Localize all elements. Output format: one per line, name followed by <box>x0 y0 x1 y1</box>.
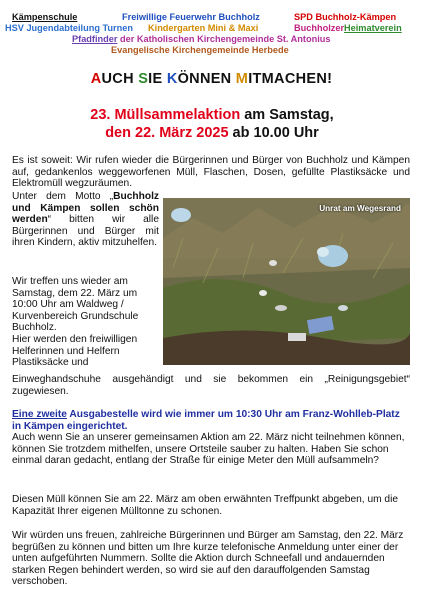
event-time: ab 10.00 Uhr <box>228 125 319 141</box>
second-station-underlined: Eine zweite <box>12 409 67 420</box>
second-station-rest: Ausgabestelle wird wie immer um 10:30 Uhr am Franz-Wohlleb-Platz in Kämpen eingerichtet. <box>12 409 400 432</box>
event-title: 23. Müllsammelaktion <box>90 107 241 123</box>
org-buchholzer: Buchholzer <box>294 23 345 33</box>
drop-off-paragraph: Diesen Müll können Sie am 22. März am oben erwähnten Treffpunkt abgeben, um die Kapazität Ihrer eigenen Mülltonne zu schonen. <box>12 494 399 517</box>
photo-caption: Unrat am Wegesrand <box>319 204 401 213</box>
motto-part: S <box>138 71 149 87</box>
org-kaempenschule: Kämpenschule <box>12 12 78 22</box>
motto-part: M <box>235 71 249 87</box>
org-feuerwehr: Freiwillige Feuerwehr Buchholz <box>122 12 260 22</box>
motto-part: ITMACHEN! <box>248 71 333 87</box>
motto-headline <box>0 71 424 89</box>
org-pfadfinder-rest: der Katholischen Kirchengemeinde St. Antonius <box>117 34 331 44</box>
litter-photo <box>163 198 410 365</box>
motto-part: A <box>90 71 102 87</box>
second-station-paragraph <box>12 409 410 432</box>
event-headline-line2 <box>0 124 424 142</box>
meeting-paragraph: Wir treffen uns wieder am Samstag, dem 22. März um 10:00 Uhr am Waldweg / Kurvenbereich Grundschule Buchholz. <box>12 276 139 334</box>
intro-paragraph: Es ist soweit: Wir rufen wieder die Bürgerinnen und Bürger von Buchholz und Kämpen auf, gedankenlos weggeworfenen Müll, Flaschen, Dosen, gefüllte Plastiksäcke und Elektromüll wegzuräumen. <box>12 155 410 190</box>
motto-suffix: “ bitten wir alle Bürgerinnen und Bürger mit ihren Kindern, aktiv mitzuhelfen. <box>12 214 159 249</box>
closing-paragraph: Wir würden uns freuen, zahlreiche Bürgerinnen und Bürger am Samstag, den 22. März begrüßen zu können und bitten um Ihre kurze telefonische Anmeldung unter einer der unten aufgeführten Nummern. Sollte die Aktion durch Schneefall und andauernden starken Regen behindert werden, so wird sie auf den darauffolgenden Samstag verschoben. <box>12 530 404 588</box>
motto-part: UCH <box>101 71 139 87</box>
org-spd: SPD Buchholz-Kämpen <box>294 12 397 22</box>
cannot-attend-paragraph: Auch wenn Sie an unserer gemeinsamen Aktion am 22. März nicht teilnehmen können, können Sie trotzdem mithelfen, unsere Ortsteile sauber zu halten. Haben Sie schon einmal daran gedacht, entlang der Straße für einige Meter den Müll aufsammeln? <box>12 432 405 467</box>
org-hsv: HSV Jugendabteilung Turnen <box>5 23 133 33</box>
org-pfadfinder-line <box>72 34 330 45</box>
helper-paragraph-end: Einweghandschuhe ausgehändigt und sie bekommen ein „Reinigungsgebiet“ zugewiesen. <box>12 374 410 397</box>
motto-part: ÖNNEN <box>177 71 236 87</box>
org-kindergarten: Kindergarten Mini & Maxi <box>148 23 259 33</box>
org-heimatverein: Heimatverein <box>344 23 402 33</box>
motto-prefix: Unter dem Motto „ <box>12 191 114 202</box>
motto-part: IE <box>148 71 167 87</box>
motto-part: K <box>166 71 178 87</box>
motto-bold: Buchholz und Kämpen sollen schön werden <box>12 191 159 226</box>
org-pfadfinder: Pfadfinder <box>72 34 118 44</box>
motto-paragraph <box>12 191 159 249</box>
org-evangelisch: Evangelische Kirchengemeinde Herbede <box>111 45 289 55</box>
event-title-rest: am Samstag, <box>240 107 334 123</box>
helper-paragraph-start: Hier werden den freiwilligen Helferinnen und Helfern Plastiksäcke und <box>12 334 138 369</box>
event-date: den 22. März 2025 <box>105 125 229 141</box>
event-headline-line1 <box>0 106 424 124</box>
